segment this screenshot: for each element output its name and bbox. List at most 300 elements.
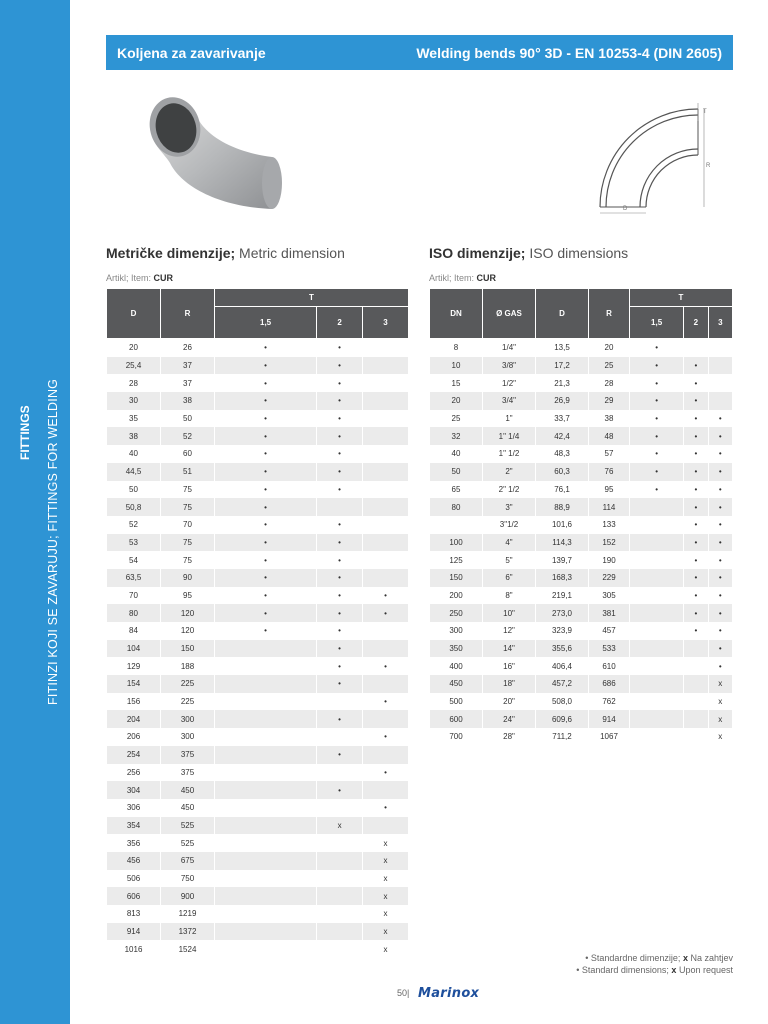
table-cell: 95 (589, 481, 630, 499)
table-cell: • (708, 481, 732, 499)
table-cell: 50 (430, 463, 483, 481)
table-row (430, 534, 733, 552)
col-header-r: R (161, 289, 215, 339)
table-cell: • (215, 410, 317, 428)
table-cell (684, 693, 708, 711)
col-header-t-1-5: 1,5 (215, 307, 317, 339)
table-cell: 40 (107, 445, 161, 463)
col-header-d: D (536, 289, 589, 339)
drawing-label-d: D (623, 206, 628, 212)
table-cell: • (317, 604, 363, 622)
table-cell: 1" 1/2 (483, 445, 536, 463)
page-number: 50| (397, 988, 410, 998)
table-cell: 525 (161, 834, 215, 852)
table-row (107, 852, 409, 870)
table-cell: 28 (589, 374, 630, 392)
table-cell: • (215, 551, 317, 569)
table-cell: x (363, 923, 409, 941)
metric-section-title: Metričke dimenzije; Metric dimension (106, 245, 345, 261)
table-cell (708, 374, 732, 392)
table-cell: • (215, 534, 317, 552)
table-cell: 256 (107, 764, 161, 782)
table-cell (363, 675, 409, 693)
table-row (107, 657, 409, 675)
table-cell: 48 (589, 427, 630, 445)
table-row (430, 339, 733, 357)
table-cell: • (684, 587, 708, 605)
table-cell: 48,3 (536, 445, 589, 463)
table-cell: 8" (483, 587, 536, 605)
table-cell: 3/8" (483, 357, 536, 375)
table-row (107, 569, 409, 587)
table-cell: 304 (107, 781, 161, 799)
table-cell (317, 764, 363, 782)
col-header-t-3: 3 (363, 307, 409, 339)
table-cell: • (684, 463, 708, 481)
col-header-t-3: 3 (708, 307, 732, 339)
table-cell (363, 339, 409, 357)
table-cell: 1" (483, 410, 536, 428)
table-cell: x (363, 887, 409, 905)
table-cell: 37 (161, 357, 215, 375)
table-row (430, 374, 733, 392)
table-row (107, 923, 409, 941)
table-cell: 457 (589, 622, 630, 640)
table-cell: 13,5 (536, 339, 589, 357)
table-cell (708, 339, 732, 357)
table-cell: 456 (107, 852, 161, 870)
table-cell (684, 339, 708, 357)
table-cell: 12" (483, 622, 536, 640)
table-cell: 57 (589, 445, 630, 463)
table-cell: 1524 (161, 940, 215, 958)
table-cell: • (630, 410, 684, 428)
table-row (107, 392, 409, 410)
table-cell: 188 (161, 657, 215, 675)
table-cell: • (317, 410, 363, 428)
table-row (430, 569, 733, 587)
table-cell: • (317, 374, 363, 392)
metric-article: Artikl; Item: CUR (106, 273, 174, 283)
table-row (107, 481, 409, 499)
table-cell: 76,1 (536, 481, 589, 499)
table-cell: 100 (430, 534, 483, 552)
table-cell: 381 (589, 604, 630, 622)
table-cell: 38 (107, 427, 161, 445)
table-row (430, 728, 733, 746)
table-cell (363, 710, 409, 728)
table-cell (317, 728, 363, 746)
table-row (430, 604, 733, 622)
table-row (107, 746, 409, 764)
table-row (430, 622, 733, 640)
table-cell: 54 (107, 551, 161, 569)
table-cell: 32 (430, 427, 483, 445)
table-cell: 200 (430, 587, 483, 605)
table-cell (363, 569, 409, 587)
table-row (107, 799, 409, 817)
table-cell: 2" 1/2 (483, 481, 536, 499)
col-header-t-1-5: 1,5 (630, 307, 684, 339)
table-cell: • (363, 587, 409, 605)
table-cell (363, 410, 409, 428)
table-cell: 450 (161, 799, 215, 817)
table-cell (630, 569, 684, 587)
table-cell: 25 (430, 410, 483, 428)
table-cell: • (317, 551, 363, 569)
table-cell: 600 (430, 710, 483, 728)
table-cell: • (317, 445, 363, 463)
table-cell: 457,2 (536, 675, 589, 693)
table-cell: 70 (161, 516, 215, 534)
table-cell (708, 392, 732, 410)
table-cell: 20 (589, 339, 630, 357)
table-cell (363, 374, 409, 392)
table-row (107, 640, 409, 658)
table-cell: 120 (161, 622, 215, 640)
table-cell: • (630, 445, 684, 463)
table-cell: 50 (161, 410, 215, 428)
table-cell: 53 (107, 534, 161, 552)
table-cell: • (630, 463, 684, 481)
table-cell (215, 764, 317, 782)
table-cell: • (363, 604, 409, 622)
table-cell: • (684, 392, 708, 410)
table-cell: x (363, 870, 409, 888)
table-cell: 610 (589, 657, 630, 675)
table-cell: • (684, 551, 708, 569)
table-cell (215, 940, 317, 958)
table-cell: 76 (589, 463, 630, 481)
table-cell: • (317, 640, 363, 658)
table-cell: 129 (107, 657, 161, 675)
table-row (107, 516, 409, 534)
table-cell: • (363, 764, 409, 782)
table-cell: 52 (107, 516, 161, 534)
table-cell: • (317, 781, 363, 799)
table-cell: • (317, 622, 363, 640)
table-cell: • (630, 374, 684, 392)
table-cell (363, 445, 409, 463)
col-header-dn: DN (430, 289, 483, 339)
table-row (107, 764, 409, 782)
table-cell: • (630, 481, 684, 499)
table-cell (317, 852, 363, 870)
legend-line-local: • Standardne dimenzije; x Na zahtjev (585, 953, 733, 963)
table-cell (215, 923, 317, 941)
table-cell (363, 534, 409, 552)
table-cell (630, 710, 684, 728)
table-cell: • (363, 799, 409, 817)
table-cell: • (708, 498, 732, 516)
table-row (107, 870, 409, 888)
table-cell: 28 (107, 374, 161, 392)
table-cell: 204 (107, 710, 161, 728)
table-cell: 219,1 (536, 587, 589, 605)
table-row (430, 481, 733, 499)
table-cell (684, 710, 708, 728)
table-cell (708, 357, 732, 375)
table-cell: 1/2" (483, 374, 536, 392)
table-row (430, 710, 733, 728)
table-cell (630, 604, 684, 622)
table-cell (215, 905, 317, 923)
table-cell: • (630, 357, 684, 375)
table-cell: 114,3 (536, 534, 589, 552)
table-cell: 506 (107, 870, 161, 888)
table-cell (363, 746, 409, 764)
table-cell: • (684, 516, 708, 534)
table-cell: • (630, 392, 684, 410)
table-cell: 28" (483, 728, 536, 746)
table-cell (363, 781, 409, 799)
table-row (107, 710, 409, 728)
table-cell: 26,9 (536, 392, 589, 410)
table-cell: 40 (430, 445, 483, 463)
table-cell (630, 728, 684, 746)
table-cell: 356 (107, 834, 161, 852)
table-row (107, 427, 409, 445)
table-cell: 38 (589, 410, 630, 428)
table-cell (317, 940, 363, 958)
table-cell: 225 (161, 675, 215, 693)
table-row (107, 463, 409, 481)
table-row (107, 622, 409, 640)
table-cell: 762 (589, 693, 630, 711)
table-cell: • (684, 498, 708, 516)
table-cell (317, 923, 363, 941)
table-cell: 50,8 (107, 498, 161, 516)
table-cell (215, 710, 317, 728)
table-cell: • (215, 463, 317, 481)
table-cell: 120 (161, 604, 215, 622)
table-cell: 700 (430, 728, 483, 746)
product-photo (140, 95, 290, 220)
table-cell: x (708, 675, 732, 693)
table-cell: 813 (107, 905, 161, 923)
table-cell: 609,6 (536, 710, 589, 728)
table-cell (684, 728, 708, 746)
table-row (430, 445, 733, 463)
col-header-t: T (630, 289, 733, 307)
table-cell: 16" (483, 657, 536, 675)
table-cell: • (317, 481, 363, 499)
table-cell: 25,4 (107, 357, 161, 375)
table-cell: • (317, 746, 363, 764)
table-cell: 90 (161, 569, 215, 587)
table-cell: 354 (107, 817, 161, 835)
table-cell: • (708, 551, 732, 569)
table-cell: • (215, 445, 317, 463)
table-cell: x (708, 693, 732, 711)
table-row (107, 445, 409, 463)
table-cell: 150 (430, 569, 483, 587)
table-cell (630, 657, 684, 675)
table-cell: • (317, 534, 363, 552)
table-row (107, 675, 409, 693)
table-cell: 104 (107, 640, 161, 658)
table-cell: 450 (161, 781, 215, 799)
table-cell (363, 817, 409, 835)
legend (576, 952, 733, 976)
table-cell: 375 (161, 746, 215, 764)
table-cell: 33,7 (536, 410, 589, 428)
table-cell: 10" (483, 604, 536, 622)
table-cell: 6" (483, 569, 536, 587)
table-cell: 1372 (161, 923, 215, 941)
table-cell: 306 (107, 799, 161, 817)
table-cell: 323,9 (536, 622, 589, 640)
col-header-t-2: 2 (684, 307, 708, 339)
table-row (430, 516, 733, 534)
table-cell: • (317, 463, 363, 481)
table-row (107, 887, 409, 905)
technical-drawing (590, 95, 720, 230)
table-cell: • (630, 427, 684, 445)
drawing-label-t: T (703, 109, 707, 115)
table-cell: 38 (161, 392, 215, 410)
table-cell: • (684, 534, 708, 552)
table-cell: • (708, 534, 732, 552)
table-cell: 606 (107, 887, 161, 905)
table-cell: • (317, 657, 363, 675)
table-cell: • (215, 357, 317, 375)
table-cell (317, 905, 363, 923)
banner-title-local: Koljena za zavarivanje (117, 44, 266, 61)
table-cell (363, 516, 409, 534)
table-cell: 20 (430, 392, 483, 410)
table-cell: 750 (161, 870, 215, 888)
table-row (107, 728, 409, 746)
table-cell: • (708, 410, 732, 428)
table-cell (630, 693, 684, 711)
table-cell (430, 516, 483, 534)
table-cell (630, 622, 684, 640)
table-cell: 80 (430, 498, 483, 516)
table-cell: 1067 (589, 728, 630, 746)
table-cell: • (317, 357, 363, 375)
table-row (107, 374, 409, 392)
table-cell: 206 (107, 728, 161, 746)
table-cell: 400 (430, 657, 483, 675)
table-cell (363, 463, 409, 481)
table-cell: • (684, 622, 708, 640)
table-cell: 1/4" (483, 339, 536, 357)
table-cell (215, 834, 317, 852)
table-cell (630, 534, 684, 552)
table-cell (684, 657, 708, 675)
table-cell: x (363, 852, 409, 870)
table-cell (317, 870, 363, 888)
table-row (430, 427, 733, 445)
table-cell: 305 (589, 587, 630, 605)
table-cell (317, 799, 363, 817)
drawing-label-r: R (706, 163, 711, 169)
table-cell: 29 (589, 392, 630, 410)
table-cell: • (684, 569, 708, 587)
table-cell: • (708, 463, 732, 481)
table-cell: 60,3 (536, 463, 589, 481)
brand-logo: Marinox (418, 986, 480, 1001)
table-cell: 15 (430, 374, 483, 392)
table-cell: 133 (589, 516, 630, 534)
table-cell: 101,6 (536, 516, 589, 534)
table-cell: 42,4 (536, 427, 589, 445)
table-cell: • (317, 516, 363, 534)
table-cell (215, 640, 317, 658)
table-cell: 300 (430, 622, 483, 640)
table-cell: 21,3 (536, 374, 589, 392)
table-cell: • (708, 587, 732, 605)
table-cell: 914 (589, 710, 630, 728)
table-cell: • (630, 339, 684, 357)
iso-article: Artikl; Item: CUR (429, 273, 497, 283)
table-cell: 3" (483, 498, 536, 516)
table-cell: 30 (107, 392, 161, 410)
table-cell: 225 (161, 693, 215, 711)
table-cell: x (363, 905, 409, 923)
table-cell (363, 622, 409, 640)
table-row (430, 640, 733, 658)
table-cell (684, 675, 708, 693)
table-cell (630, 675, 684, 693)
table-cell: 3/4" (483, 392, 536, 410)
col-header-gas: Ø GAS (483, 289, 536, 339)
table-cell: • (215, 427, 317, 445)
table-cell: 26 (161, 339, 215, 357)
table-cell: 450 (430, 675, 483, 693)
table-cell: 711,2 (536, 728, 589, 746)
table-cell (630, 587, 684, 605)
table-cell: • (363, 657, 409, 675)
table-cell: 156 (107, 693, 161, 711)
table-cell (215, 887, 317, 905)
table-row (107, 410, 409, 428)
table-row (107, 905, 409, 923)
table-cell: 70 (107, 587, 161, 605)
table-cell: • (684, 427, 708, 445)
table-row (430, 410, 733, 428)
table-cell: • (317, 392, 363, 410)
table-cell: 114 (589, 498, 630, 516)
table-cell: • (708, 622, 732, 640)
table-cell: 18" (483, 675, 536, 693)
table-cell (215, 657, 317, 675)
table-cell: 406,4 (536, 657, 589, 675)
table-cell (215, 781, 317, 799)
table-cell: • (215, 339, 317, 357)
table-cell: • (215, 481, 317, 499)
table-cell: 152 (589, 534, 630, 552)
table-cell: • (317, 587, 363, 605)
table-row (107, 534, 409, 552)
table-cell: x (363, 940, 409, 958)
table-cell: 63,5 (107, 569, 161, 587)
table-cell: 190 (589, 551, 630, 569)
table-cell: 88,9 (536, 498, 589, 516)
table-cell: • (215, 392, 317, 410)
table-row (107, 339, 409, 357)
table-cell: • (708, 569, 732, 587)
table-cell: 533 (589, 640, 630, 658)
table-cell: 3"1/2 (483, 516, 536, 534)
table-cell: 75 (161, 481, 215, 499)
table-cell: • (215, 569, 317, 587)
legend-line-en: • Standard dimensions; x Upon request (576, 965, 733, 975)
table-cell (215, 817, 317, 835)
table-cell: • (317, 569, 363, 587)
table-cell (215, 693, 317, 711)
